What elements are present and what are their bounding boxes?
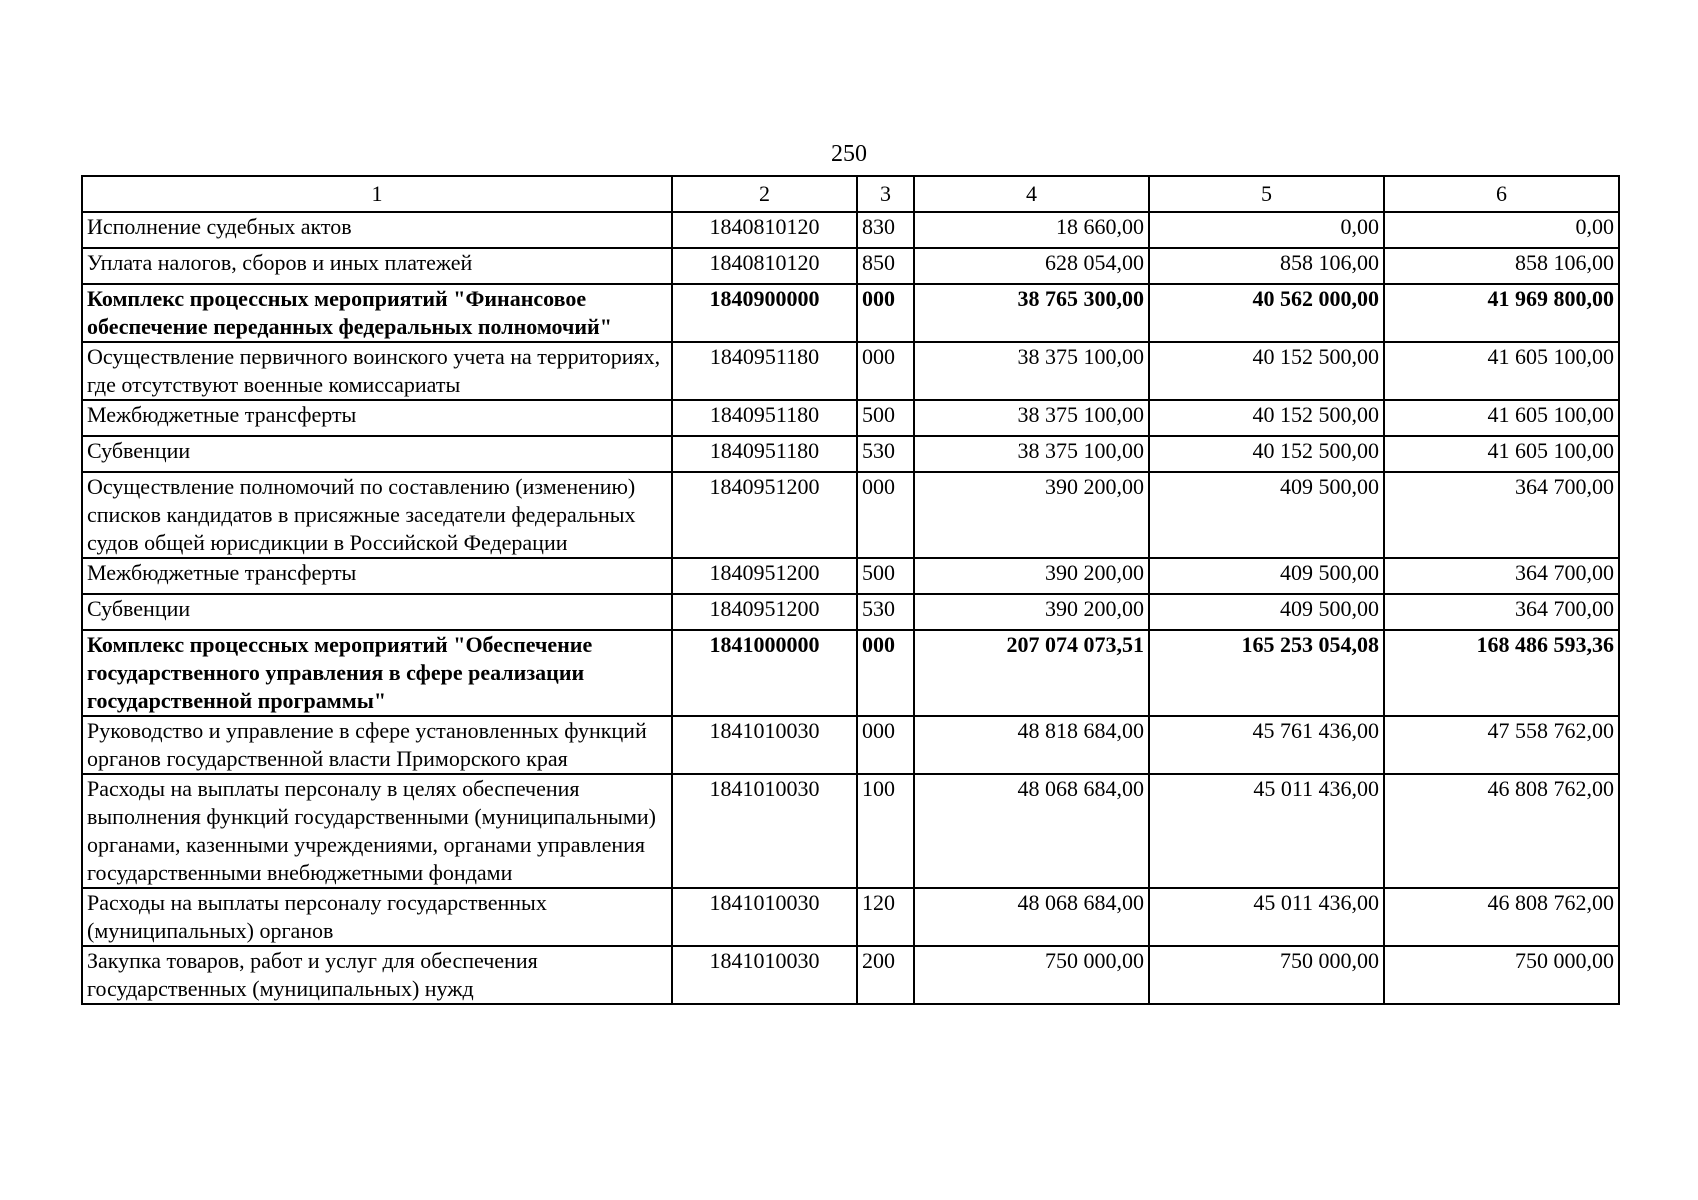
row-amount-col6: 41 605 100,00 [1384,342,1619,400]
table-row [82,284,1619,342]
table-row [82,400,1619,436]
row-code-cell: 1840951200 [672,472,857,558]
row-name-cell: Межбюджетные трансферты [82,400,672,436]
row-amount-col5: 45 761 436,00 [1149,716,1384,774]
row-name-cell: Уплата налогов, сборов и иных платежей [82,248,672,284]
row-amount-col6: 364 700,00 [1384,558,1619,594]
header-col-6: 6 [1384,176,1619,212]
row-amount-col4: 38 375 100,00 [914,436,1149,472]
row-amount-col5: 858 106,00 [1149,248,1384,284]
table-row [82,212,1619,248]
table-header [82,176,1619,212]
row-amount-col5: 409 500,00 [1149,594,1384,630]
row-amount-col6: 0,00 [1384,212,1619,248]
row-code-cell: 1841010030 [672,946,857,1004]
row-name-cell: Осуществление полномочий по составлению (изменению) списков кандидатов в присяжные заседатели федеральных судов общей юрисдикции в Российской Федерации [82,472,672,558]
table-row [82,594,1619,630]
row-amount-col6: 47 558 762,00 [1384,716,1619,774]
row-name-cell: Руководство и управление в сфере установленных функций органов государственной власти Приморского края [82,716,672,774]
row-amount-col6: 364 700,00 [1384,472,1619,558]
header-row [82,176,1619,212]
row-name-cell: Исполнение судебных актов [82,212,672,248]
row-amount-col4: 38 375 100,00 [914,400,1149,436]
row-type-cell: 530 [857,436,914,472]
row-amount-col5: 750 000,00 [1149,946,1384,1004]
header-col-5: 5 [1149,176,1384,212]
table-row [82,716,1619,774]
header-col-1: 1 [82,176,672,212]
row-amount-col6: 41 969 800,00 [1384,284,1619,342]
row-name-cell: Субвенции [82,436,672,472]
row-code-cell: 1840810120 [672,212,857,248]
row-type-cell: 530 [857,594,914,630]
row-type-cell: 000 [857,342,914,400]
row-name-cell: Комплекс процессных мероприятий "Финансовое обеспечение переданных федеральных полномочий" [82,284,672,342]
header-col-2: 2 [672,176,857,212]
row-amount-col5: 40 152 500,00 [1149,400,1384,436]
row-amount-col4: 628 054,00 [914,248,1149,284]
table-row [82,342,1619,400]
row-amount-col4: 48 068 684,00 [914,774,1149,888]
row-amount-col5: 45 011 436,00 [1149,774,1384,888]
row-amount-col4: 48 068 684,00 [914,888,1149,946]
row-name-cell: Расходы на выплаты персоналу в целях обеспечения выполнения функций государственными (муниципальными) органами, казенными учреждениями, органами управления государственными внебюджетными фондами [82,774,672,888]
row-amount-col5: 40 152 500,00 [1149,342,1384,400]
row-name-cell: Осуществление первичного воинского учета на территориях, где отсутствуют военные комиссариаты [82,342,672,400]
header-col-4: 4 [914,176,1149,212]
row-amount-col4: 207 074 073,51 [914,630,1149,716]
row-type-cell: 100 [857,774,914,888]
row-amount-col4: 750 000,00 [914,946,1149,1004]
row-code-cell: 1840951180 [672,436,857,472]
table-row [82,946,1619,1004]
row-amount-col6: 168 486 593,36 [1384,630,1619,716]
row-type-cell: 830 [857,212,914,248]
row-amount-col4: 18 660,00 [914,212,1149,248]
row-type-cell: 000 [857,716,914,774]
row-amount-col5: 40 152 500,00 [1149,436,1384,472]
row-type-cell: 000 [857,630,914,716]
row-type-cell: 120 [857,888,914,946]
row-amount-col4: 390 200,00 [914,558,1149,594]
row-amount-col6: 41 605 100,00 [1384,400,1619,436]
row-amount-col4: 390 200,00 [914,472,1149,558]
row-type-cell: 000 [857,472,914,558]
header-col-3: 3 [857,176,914,212]
table-row [82,774,1619,888]
row-type-cell: 850 [857,248,914,284]
row-amount-col5: 45 011 436,00 [1149,888,1384,946]
table-row [82,558,1619,594]
row-amount-col6: 858 106,00 [1384,248,1619,284]
row-code-cell: 1841010030 [672,774,857,888]
row-code-cell: 1840810120 [672,248,857,284]
table-row [82,888,1619,946]
row-code-cell: 1840951180 [672,400,857,436]
row-amount-col6: 41 605 100,00 [1384,436,1619,472]
page-number: 250 [831,141,867,167]
row-amount-col6: 46 808 762,00 [1384,774,1619,888]
row-name-cell: Субвенции [82,594,672,630]
row-code-cell: 1841000000 [672,630,857,716]
row-code-cell: 1841010030 [672,888,857,946]
table-body [82,212,1619,1004]
row-amount-col5: 409 500,00 [1149,558,1384,594]
budget-table [81,175,1620,1005]
row-amount-col5: 40 562 000,00 [1149,284,1384,342]
row-type-cell: 500 [857,400,914,436]
row-amount-col5: 409 500,00 [1149,472,1384,558]
row-type-cell: 200 [857,946,914,1004]
row-amount-col6: 46 808 762,00 [1384,888,1619,946]
table-row [82,630,1619,716]
row-name-cell: Комплекс процессных мероприятий "Обеспечение государственного управления в сфере реализации государственной программы" [82,630,672,716]
row-amount-col5: 165 253 054,08 [1149,630,1384,716]
row-name-cell: Закупка товаров, работ и услуг для обеспечения государственных (муниципальных) нужд [82,946,672,1004]
row-code-cell: 1840900000 [672,284,857,342]
table-row [82,248,1619,284]
row-type-cell: 500 [857,558,914,594]
row-amount-col4: 38 765 300,00 [914,284,1149,342]
table-row [82,472,1619,558]
row-code-cell: 1840951200 [672,558,857,594]
row-name-cell: Межбюджетные трансферты [82,558,672,594]
row-amount-col6: 750 000,00 [1384,946,1619,1004]
row-code-cell: 1840951200 [672,594,857,630]
row-type-cell: 000 [857,284,914,342]
row-amount-col6: 364 700,00 [1384,594,1619,630]
table-row [82,436,1619,472]
row-code-cell: 1840951180 [672,342,857,400]
row-amount-col4: 38 375 100,00 [914,342,1149,400]
row-amount-col5: 0,00 [1149,212,1384,248]
row-amount-col4: 390 200,00 [914,594,1149,630]
row-name-cell: Расходы на выплаты персоналу государственных (муниципальных) органов [82,888,672,946]
row-amount-col4: 48 818 684,00 [914,716,1149,774]
row-code-cell: 1841010030 [672,716,857,774]
